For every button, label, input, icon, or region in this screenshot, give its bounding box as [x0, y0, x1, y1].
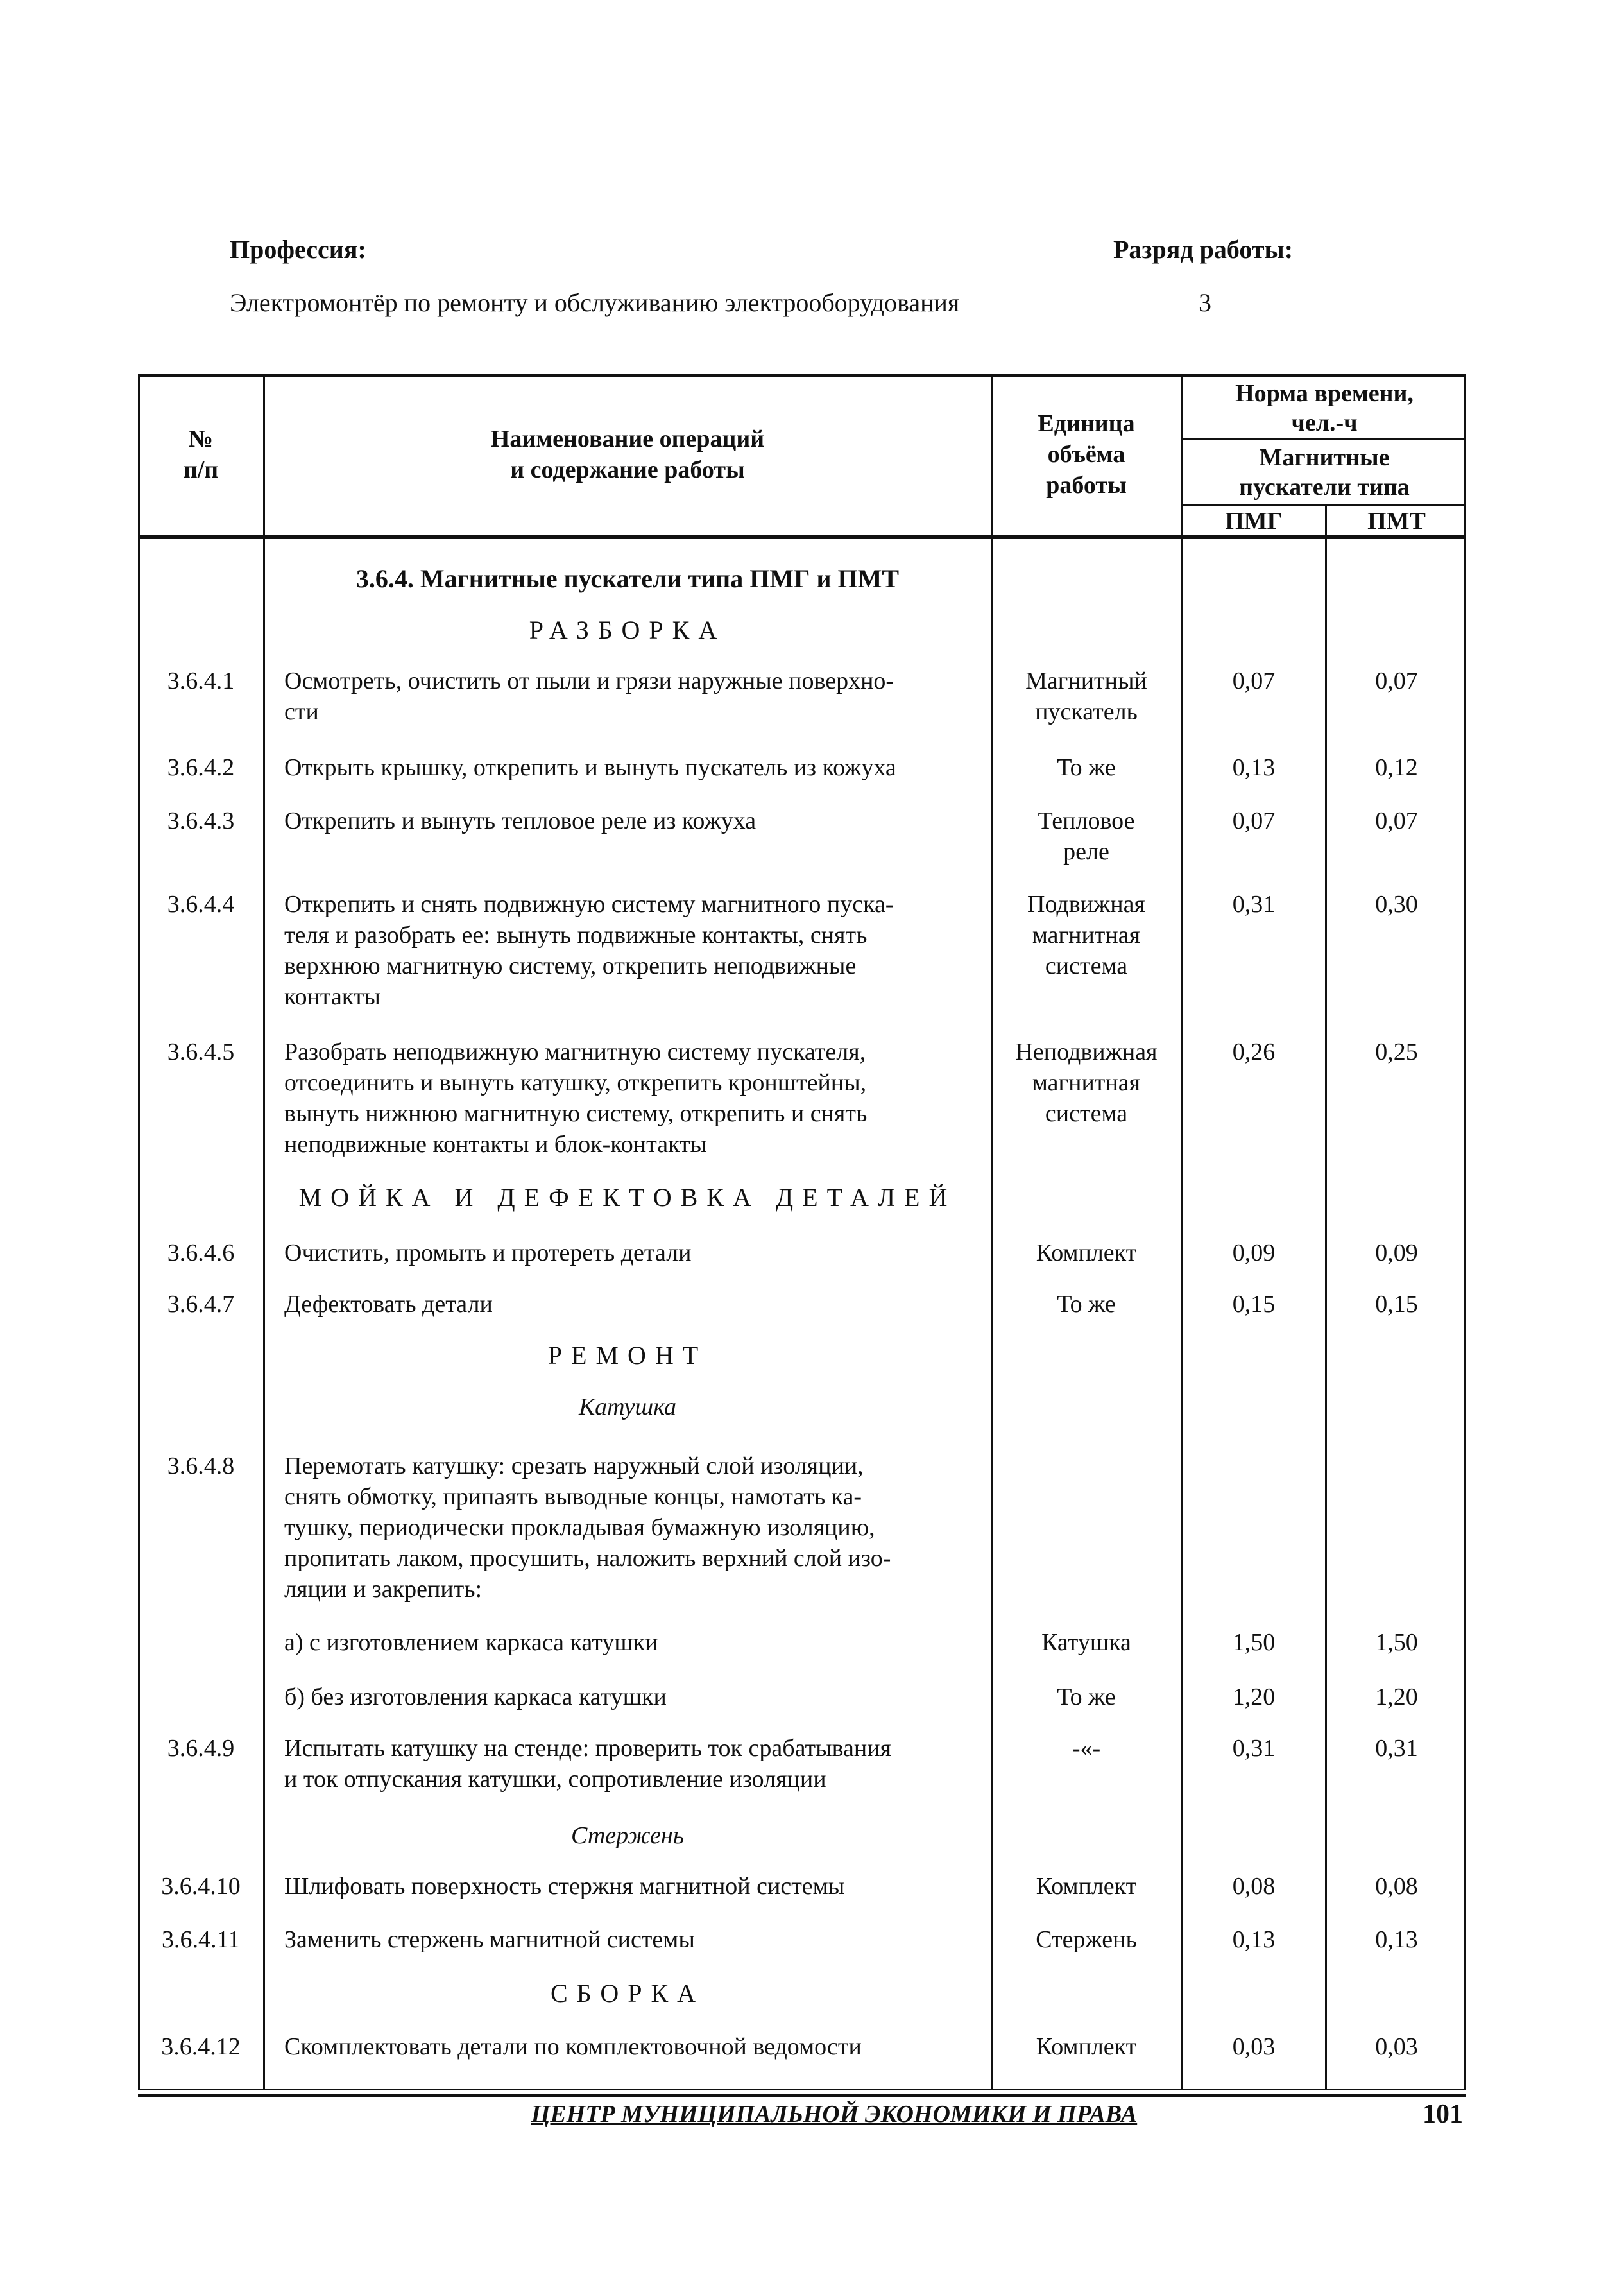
section-repair: РЕМОНТ	[547, 1341, 708, 1370]
row-unit: Подвижная магнитная система	[1027, 891, 1145, 979]
row-operation: Открепить и вынуть тепловое реле из кожуха	[284, 807, 756, 834]
row-norm-pmt: 0,07	[1375, 668, 1418, 694]
header-name: Наименование операций и содержание работы	[490, 426, 765, 483]
row-operation: б) без изготовления каркаса катушки	[284, 1684, 667, 1710]
row-norm-pmt: 0,30	[1375, 891, 1418, 918]
row-operation: Испытать катушку на стенде: проверить ток срабатывания и ток отпускания катушки, сопротивление изоляции	[284, 1735, 892, 1793]
row-norm-pmt: 1,20	[1375, 1684, 1418, 1710]
row-number: 3.6.4.11	[161, 1926, 241, 1953]
row-number: 3.6.4.4	[167, 891, 235, 918]
row-norm-pmt: 0,15	[1375, 1291, 1418, 1318]
subsection-core: Стержень	[570, 1822, 685, 1849]
row-number: 3.6.4.7	[167, 1291, 235, 1318]
row-operation: Скомплектовать детали по комплектовочной ведомости	[284, 2033, 862, 2060]
row-norm-pmt: 0,13	[1375, 1926, 1418, 1953]
row-norm-pmt: 0,09	[1375, 1239, 1418, 1266]
section-assembly: СБОРКА	[550, 1979, 705, 2008]
page-number: 101	[1423, 2099, 1463, 2129]
row-operation: а) с изготовлением каркаса катушки	[284, 1629, 658, 1656]
row-norm-pmt: 0,12	[1375, 754, 1418, 781]
row-norm-pmg: 0,07	[1232, 807, 1276, 834]
col-divider-name	[991, 375, 993, 2090]
row-number: 3.6.4.1	[167, 668, 235, 694]
profession-value: Электромонтёр по ремонту и обслуживанию электрооборудования	[230, 288, 960, 317]
row-norm-pmt: 0,31	[1375, 1735, 1418, 1762]
row-number: 3.6.4.9	[167, 1735, 235, 1762]
row-unit: Магнитный пускатель	[1025, 668, 1147, 725]
row-norm-pmg: 0,09	[1232, 1239, 1276, 1266]
header-pmt: ПМТ	[1367, 508, 1426, 535]
row-operation: Осмотреть, очистить от пыли и грязи наружные поверхно- сти	[284, 668, 894, 725]
header-unit: Единица объёма работы	[1038, 410, 1135, 499]
row-unit: Катушка	[1041, 1629, 1131, 1656]
row-unit: Стержень	[1036, 1926, 1137, 1953]
section-disassembly: РАЗБОРКА	[529, 616, 726, 644]
row-norm-pmg: 0,15	[1232, 1291, 1276, 1318]
grade-value: 3	[1199, 288, 1211, 317]
row-number: 3.6.4.10	[161, 1873, 241, 1900]
header-num: № п/п	[183, 426, 219, 483]
row-norm-pmt: 1,50	[1375, 1629, 1418, 1656]
row-operation: Шлифовать поверхность стержня магнитной системы	[284, 1873, 845, 1900]
footer-rule	[138, 2094, 1466, 2097]
row-operation: Открыть крышку, открепить и вынуть пускатель из кожуха	[284, 754, 896, 781]
row-norm-pmg: 0,13	[1232, 754, 1276, 781]
row-norm-pmg: 0,07	[1232, 668, 1276, 694]
row-norm-pmg: 1,20	[1232, 1684, 1276, 1710]
row-number: 3.6.4.8	[167, 1452, 235, 1479]
table-title: 3.6.4. Магнитные пускатели типа ПМГ и ПМТ	[355, 564, 900, 593]
row-operation: Заменить стержень магнитной системы	[284, 1926, 695, 1953]
row-norm-pmt: 0,25	[1375, 1038, 1418, 1065]
row-number: 3.6.4.12	[161, 2033, 241, 2060]
row-norm-pmg: 0,03	[1232, 2033, 1276, 2060]
row-unit: Неподвижная магнитная система	[1015, 1038, 1158, 1127]
section-washing: МОЙКА И ДЕФЕКТОВКА ДЕТАЛЕЙ	[298, 1183, 957, 1212]
row-norm-pmt: 0,03	[1375, 2033, 1418, 2060]
norm-header-divider	[1183, 438, 1466, 440]
row-unit: Комплект	[1036, 1239, 1137, 1266]
row-unit: То же	[1057, 1684, 1116, 1710]
row-norm-pmt: 0,07	[1375, 807, 1418, 834]
header-norm: Норма времени, чел.-ч	[1235, 380, 1414, 436]
row-operation: Дефектовать детали	[284, 1291, 493, 1318]
row-unit: Комплект	[1036, 1873, 1137, 1900]
footer-publisher: ЦЕНТР МУНИЦИПАЛЬНОЙ ЭКОНОМИКИ И ПРАВА	[531, 2101, 1138, 2128]
subsection-coil: Катушка	[578, 1393, 677, 1420]
profession-label: Профессия:	[230, 235, 366, 264]
row-number: 3.6.4.2	[167, 754, 235, 781]
row-norm-pmg: 0,08	[1232, 1873, 1276, 1900]
row-norm-pmt: 0,08	[1375, 1873, 1418, 1900]
row-number: 3.6.4.6	[167, 1239, 235, 1266]
row-norm-pmg: 1,50	[1232, 1629, 1276, 1656]
row-number: 3.6.4.3	[167, 807, 235, 834]
header-pmg: ПМГ	[1225, 508, 1283, 535]
row-unit: Комплект	[1036, 2033, 1137, 2060]
row-unit: Тепловое реле	[1038, 807, 1135, 865]
row-unit: То же	[1057, 1291, 1116, 1318]
row-operation: Разобрать неподвижную магнитную систему пускателя, отсоединить и вынуть катушку, открепить кронштейны, вынуть нижнюю магнитную систему, открепить и снять неподвижные контакты и блок-контакты	[284, 1038, 868, 1158]
row-norm-pmg: 0,31	[1232, 891, 1276, 918]
row-norm-pmg: 0,13	[1232, 1926, 1276, 1953]
row-operation: Очистить, промыть и протереть детали	[284, 1239, 692, 1266]
row-norm-pmg: 0,31	[1232, 1735, 1276, 1762]
row-unit: -«-	[1072, 1735, 1101, 1762]
row-norm-pmg: 0,26	[1232, 1038, 1276, 1065]
header-type: Магнитные пускатели типа	[1239, 444, 1410, 501]
col-divider-unit	[1181, 375, 1183, 2090]
row-number: 3.6.4.5	[167, 1038, 235, 1065]
grade-label: Разряд работы:	[1113, 235, 1294, 264]
row-operation: Перемотать катушку: срезать наружный слой изоляции, снять обмотку, припаять выводные концы, намотать ка- тушку, периодически прокладывая бумажную изоляцию, пропитать лаком, просушить, наложить верхний слой изо- ляции и закрепить:	[284, 1452, 891, 1603]
row-unit: То же	[1057, 754, 1116, 781]
row-operation: Открепить и снять подвижную систему магнитного пуска- теля и разобрать ее: вынуть подвижные контакты, снять верхнюю магнитную систему, открепить неподвижные контакты	[284, 891, 894, 1010]
